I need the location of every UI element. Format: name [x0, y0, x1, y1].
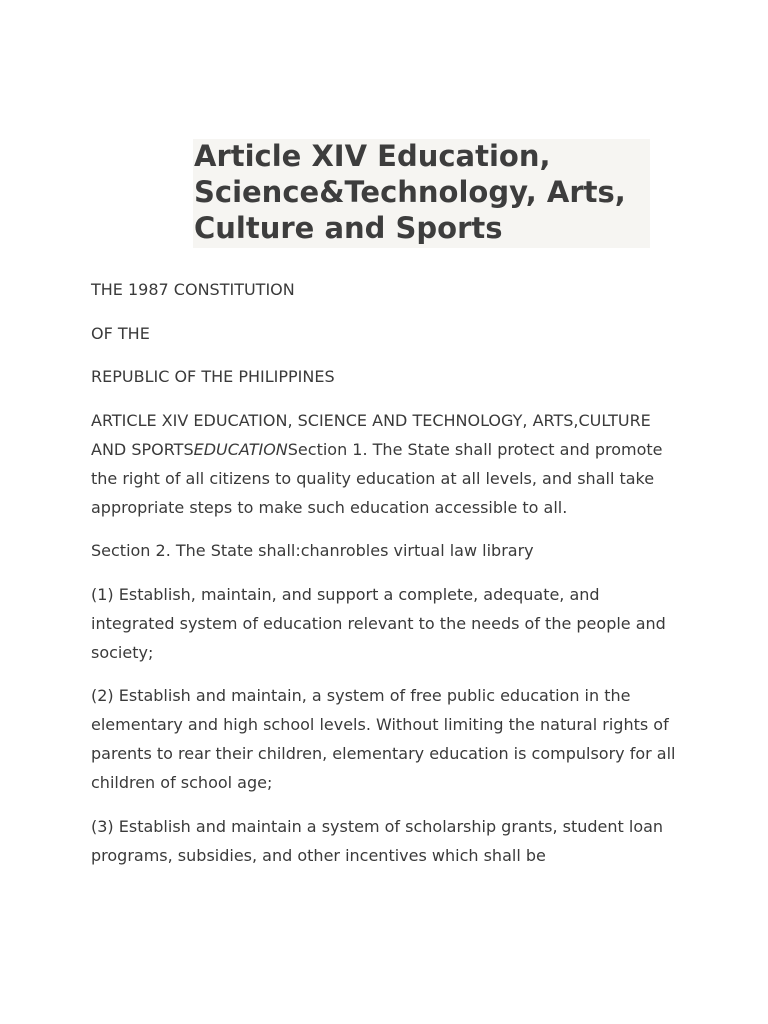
section-1-text: Section 1. The State shall protect and promote the right of all citizens to quality education at all levels, and shall take appropriate steps to make such education accessible to all.	[91, 439, 663, 517]
section-2-item-1: (1) Establish, maintain, and support a complete, adequate, and integrated system of education relevant to the needs of the people and society;	[91, 584, 666, 662]
article-paragraph	[91, 406, 681, 522]
article-heading: ARTICLE XIV EDUCATION, SCIENCE AND TECHNOLOGY, ARTS,CULTURE AND SPORTS	[91, 410, 651, 459]
article-subheading: EDUCATION	[193, 439, 288, 459]
document-title: Article XIV Education, Science&Technology, Arts, Culture and Sports	[194, 139, 626, 245]
header-line-republic: REPUBLIC OF THE PHILIPPINES	[91, 367, 335, 386]
document-body	[91, 275, 681, 884]
header-line-of-the: OF THE	[91, 323, 150, 343]
header-line-constitution: THE 1987 CONSTITUTION	[91, 280, 295, 299]
section-2-intro: Section 2. The State shall:chanrobles virtual law library	[91, 541, 534, 560]
section-2-item-2: (2) Establish and maintain, a system of free public education in the elementary and high school levels. Without limiting the natural rights of parents to rear their children, elementary education is compulsory for all children of school age;	[91, 686, 676, 792]
section-2-item-3: (3) Establish and maintain a system of scholarship grants, student loan programs, subsidies, and other incentives which shall be	[91, 816, 664, 865]
